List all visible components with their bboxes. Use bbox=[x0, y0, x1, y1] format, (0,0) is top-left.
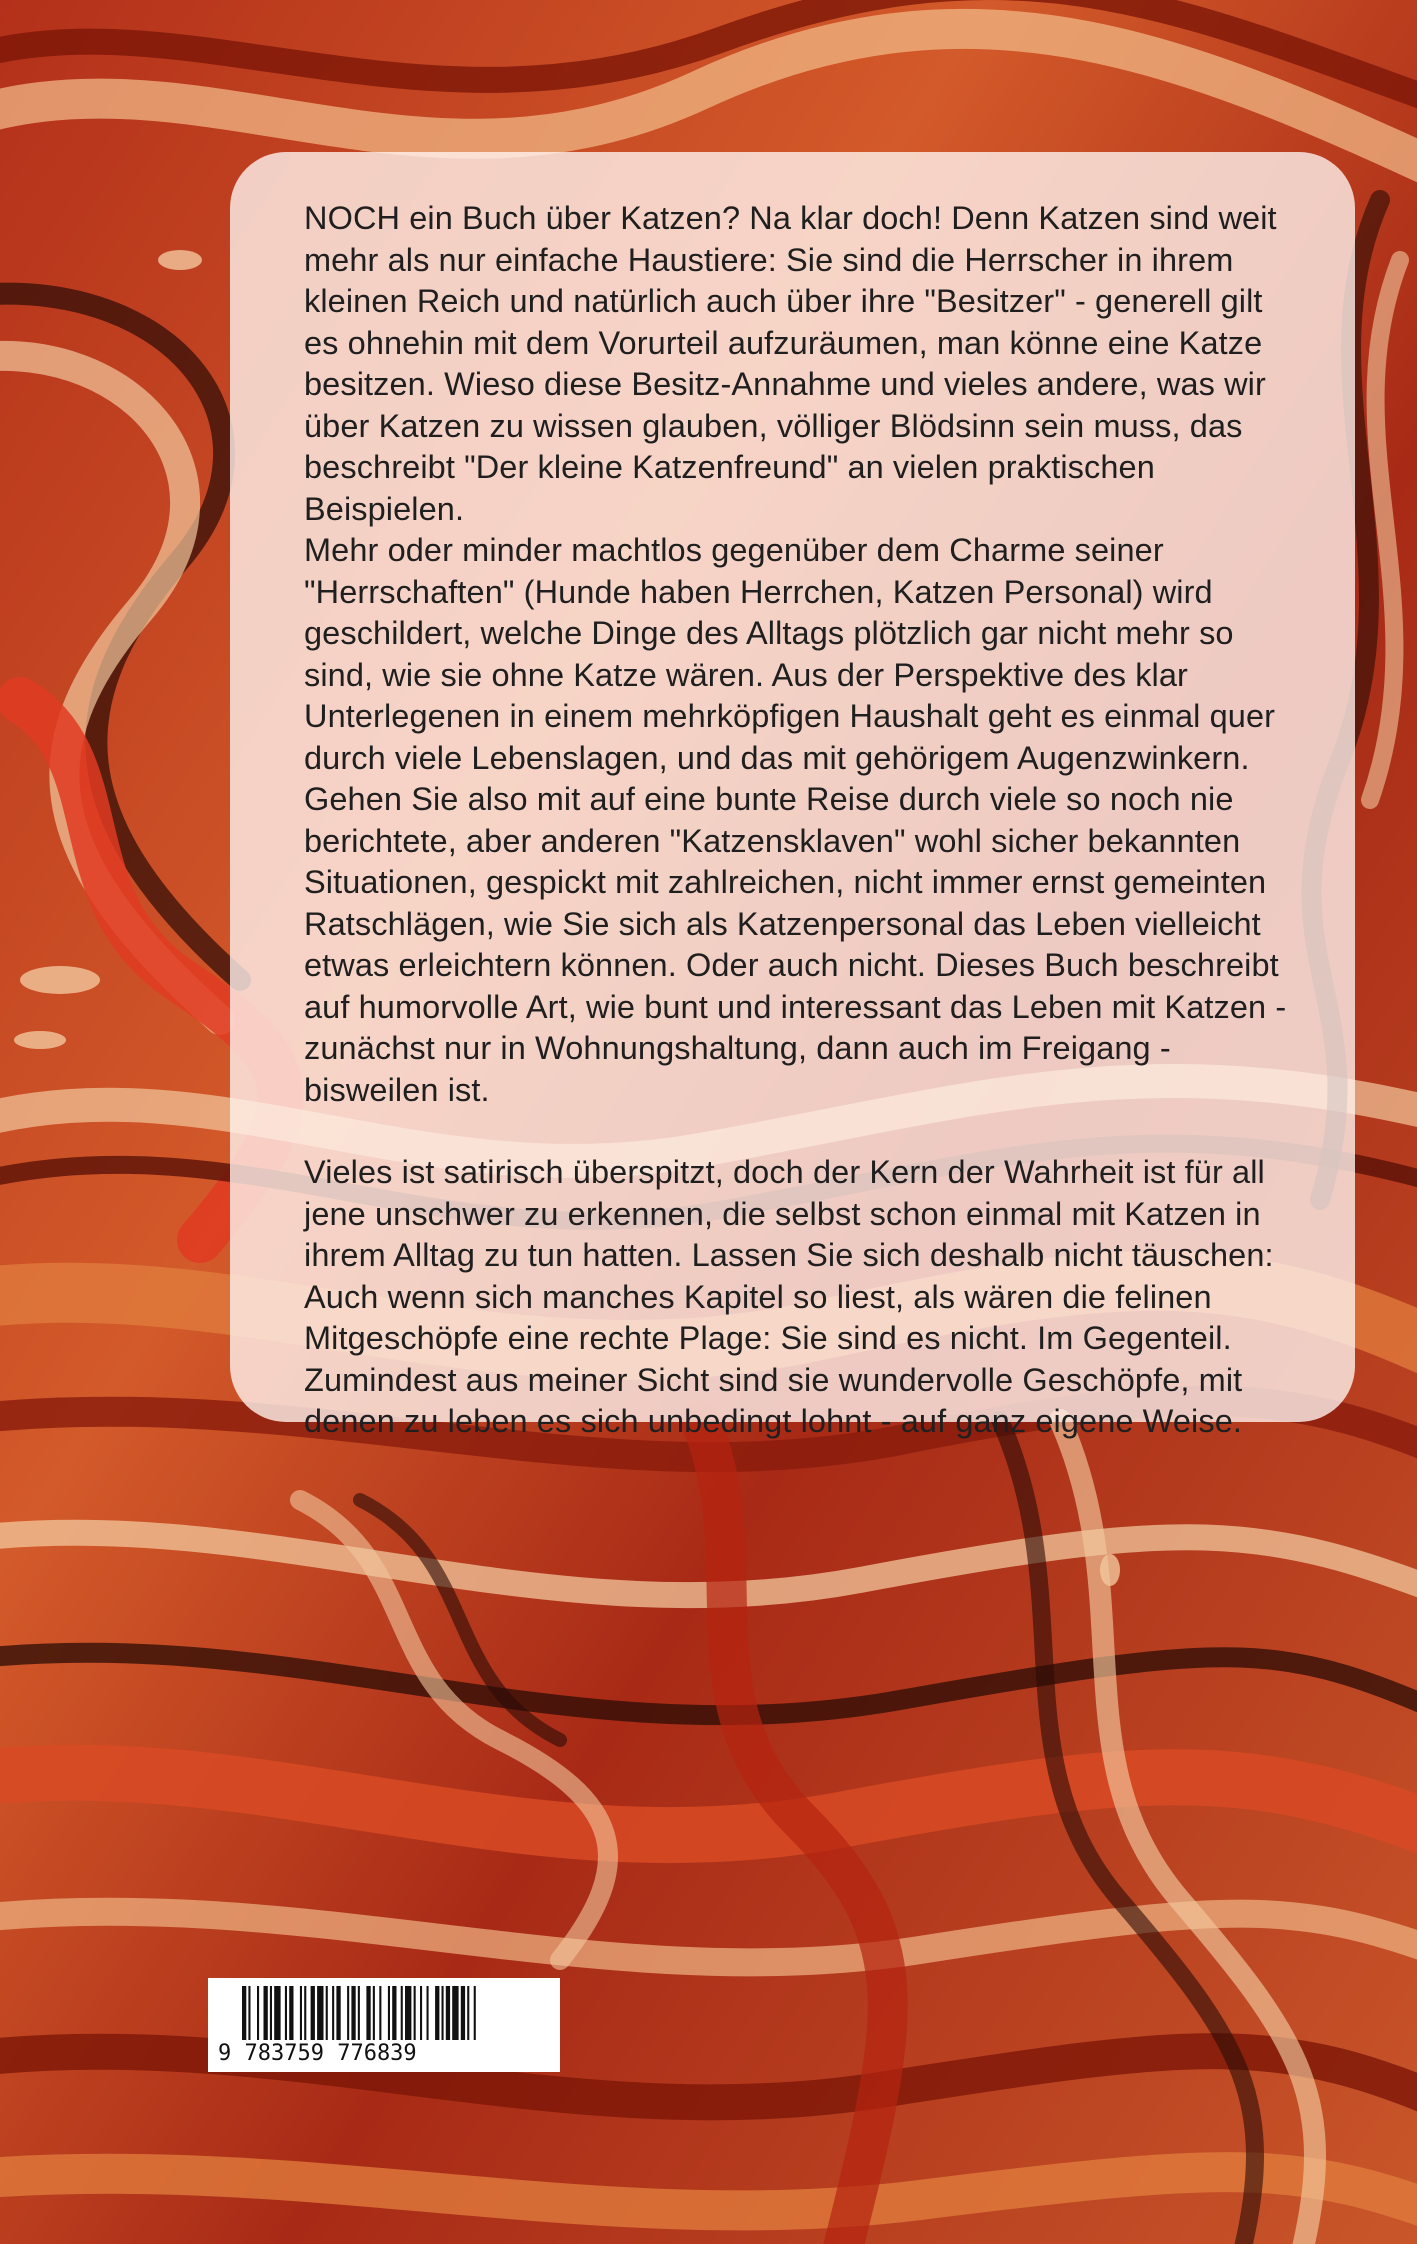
blurb-paragraph-3: Vieles ist satirisch überspitzt, doch der Kern der Wahrheit ist für all jene unschwer zu erkennen, die selbst schon einmal mit Katzen in ihrem Alltag zu tun hatten. Lassen Sie sich deshalb nicht täuschen: Auch wenn sich manches Kapitel so liest, als wären die felinen Mitgeschöpfe eine rechte Plage: Sie sind es nicht. Im Gegenteil. Zumindest aus meiner Sicht sind sie wundervolle Geschöpfe, mit denen zu leben es sich unbedingt lohnt - auf ganz eigene Weise. bbox=[304, 1154, 1274, 1439]
barcode-bar bbox=[285, 1986, 287, 2040]
barcode-bar bbox=[248, 1986, 250, 2040]
barcode-bar bbox=[442, 1986, 444, 2040]
barcode-bar bbox=[405, 1986, 411, 2040]
barcode-bar bbox=[274, 1986, 280, 2040]
barcode-bar bbox=[311, 1986, 315, 2040]
barcode-bar bbox=[392, 1986, 396, 2040]
barcode-bar bbox=[467, 1986, 469, 2040]
barcode-bar bbox=[242, 1986, 246, 2040]
blurb-paragraph-2: Mehr oder minder machtlos gegenüber dem Charme seiner "Herrschaften" (Hunde haben Herrchen, Katzen Personal) wird geschildert, welche Dinge des Alltags plötzlich gar nicht mehr so sind, wie sie ohne Katze wären. Aus der Perspektive des klar Unterlegenen in einem mehrköpfigen Haushalt geht es einmal quer durch viele Lebenslagen, und das mit gehörigem Augenzwinkern. Gehen Sie also mit auf eine bunte Reise durch viele so noch nie berichtete, aber anderen "Katzensklaven" wohl sicher bekannten Situationen, gespickt mit zahlreichen, nicht immer ernst gemeinten Ratschlägen, wie Sie sich als Katzenpersonal das Leben vielleicht etwas erleichtern können. Oder auch nicht. Dieses Buch beschreibt auf humorvolle Art, wie bunt und interessant das Leben mit Katzen - zunächst nur in Wohnungshaltung, dann auch im Freigang - bisweilen ist. bbox=[304, 532, 1287, 1108]
barcode-bar bbox=[326, 1986, 328, 2040]
barcode-bar bbox=[388, 1986, 390, 2040]
blurb-paragraph-1: NOCH ein Buch über Katzen? Na klar doch! Denn Katzen sind weit mehr als nur einfache Haustiere: Sie sind die Herrscher in ihrem kleinen Reich und natürlich auch über ihre "Besitzer" - generell gilt es ohnehin mit dem Vorurteil aufzuräumen, man könne eine Katze besitzen. Wieso diese Besitz-Annahme und vieles andere, was wir über Katzen zu wissen glauben, völliger Blödsinn sein muss, das beschreibt "Der kleine Katzenfreund" an vielen praktischen Beispielen. bbox=[304, 200, 1277, 527]
barcode-bar bbox=[332, 1986, 334, 2040]
barcode-bar bbox=[358, 1986, 360, 2040]
barcode-bar bbox=[317, 1986, 323, 2040]
barcode-bar bbox=[427, 1986, 429, 2040]
barcode-bar bbox=[414, 1986, 416, 2040]
barcode-bar bbox=[270, 1986, 272, 2040]
barcode-bar bbox=[461, 1986, 465, 2040]
barcode-bar bbox=[366, 1986, 370, 2040]
barcode-bar bbox=[351, 1986, 355, 2040]
barcode-bar bbox=[446, 1986, 450, 2040]
barcode-bar bbox=[401, 1986, 403, 2040]
barcode-bar bbox=[435, 1986, 439, 2040]
barcode-bar bbox=[289, 1986, 293, 2040]
barcode-bar bbox=[264, 1986, 268, 2040]
barcode-bar bbox=[300, 1986, 302, 2040]
blurb-panel bbox=[230, 152, 1355, 1439]
barcode-bar bbox=[452, 1986, 458, 2040]
barcode-bar bbox=[257, 1986, 259, 2040]
isbn-barcode bbox=[208, 1978, 560, 2072]
barcode-digits: 9 783759 776839 bbox=[218, 2041, 417, 2066]
barcode-bar bbox=[420, 1986, 422, 2040]
barcode-bar bbox=[347, 1986, 349, 2040]
barcode-bar bbox=[474, 1986, 476, 2040]
barcode-bar bbox=[336, 1986, 340, 2040]
barcode-bar bbox=[373, 1986, 375, 2040]
barcode-bar bbox=[379, 1986, 381, 2040]
barcode-bar bbox=[304, 1986, 306, 2040]
